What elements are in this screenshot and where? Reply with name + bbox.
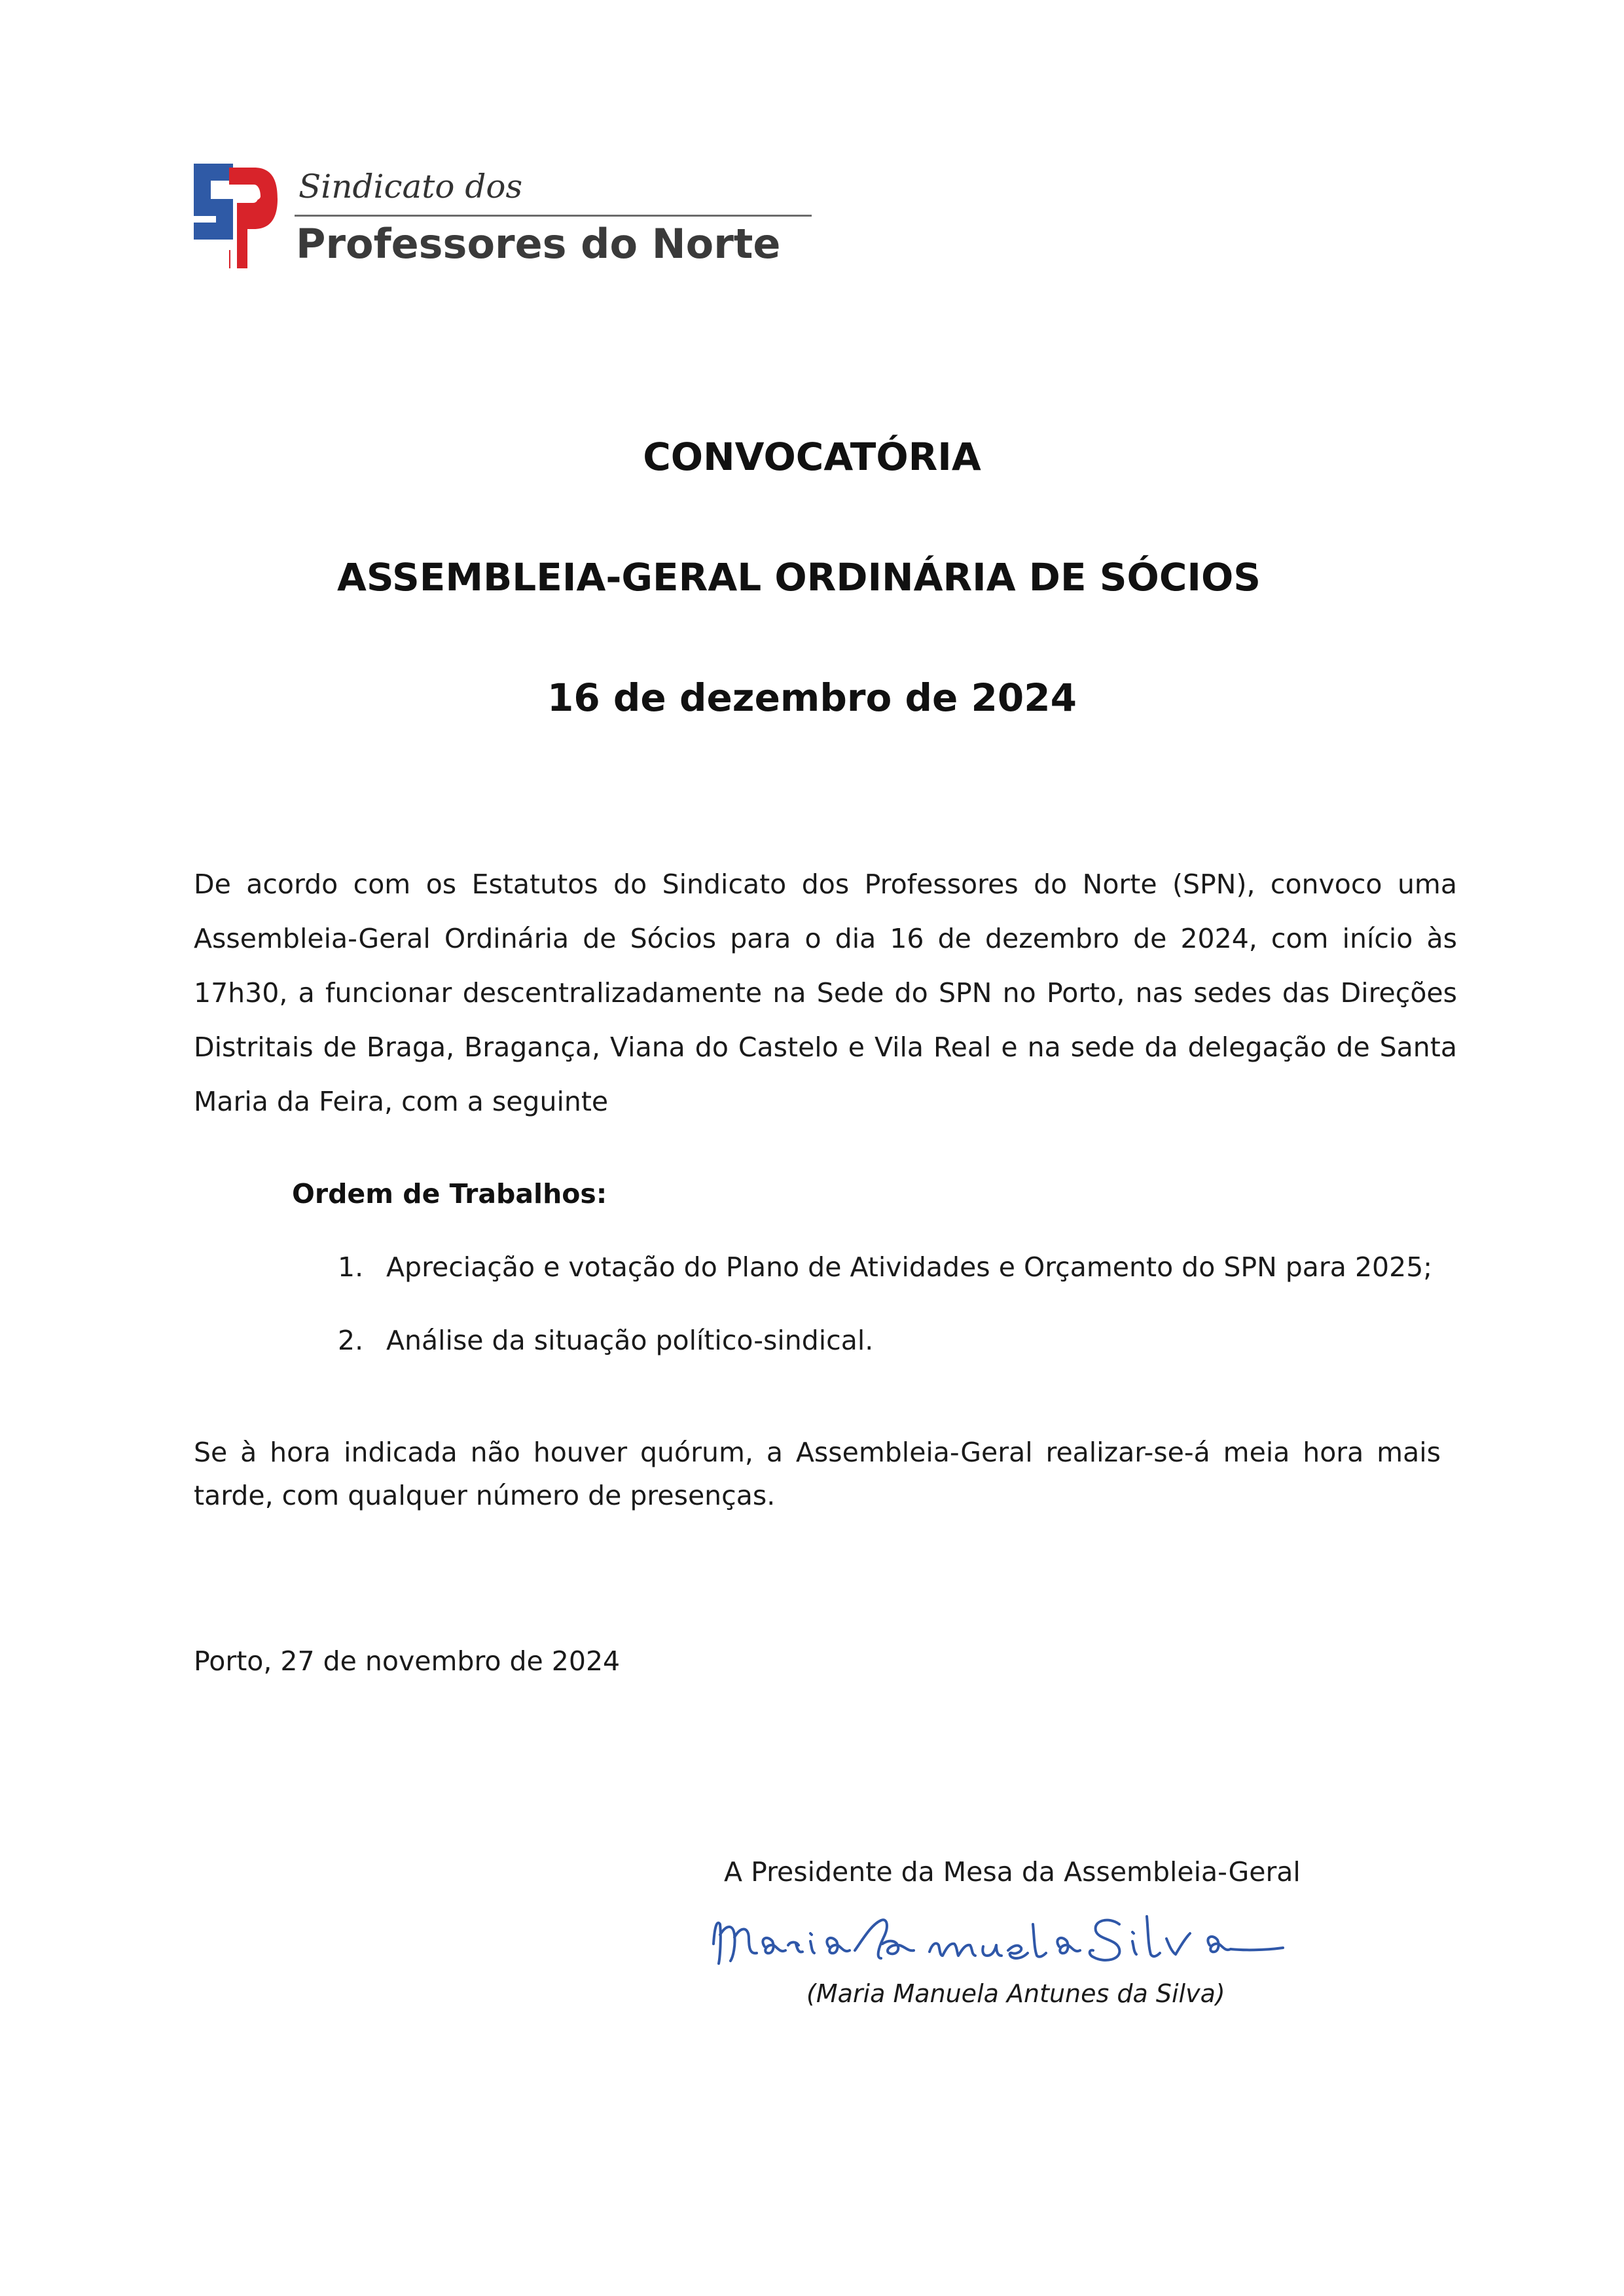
- agenda-item: [338, 1251, 1432, 1283]
- agenda-item-number: 1.: [338, 1251, 364, 1283]
- quorum-paragraph: Se à hora indicada não houver quórum, a Assembleia-Geral realizar-se-á meia hora mais tarde, com qualquer número de presenças.: [194, 1437, 1441, 1511]
- logo-text-line1: Sindicato dos: [298, 168, 523, 206]
- logo-divider: [295, 215, 812, 217]
- place-and-date: Porto, 27 de novembro de 2024: [194, 1645, 621, 1677]
- logo-text-line2: Professores do Norte: [296, 220, 781, 268]
- handwritten-signature: [700, 1898, 1303, 1983]
- signatory-name: (Maria Manuela Antunes da Silva): [806, 1979, 1225, 2008]
- spn-logo-mark: [191, 161, 280, 271]
- meeting-date: 16 de dezembro de 2024: [547, 675, 1077, 720]
- agenda-item-text: Apreciação e votação do Plano de Atividades e Orçamento do SPN para 2025;: [386, 1251, 1433, 1283]
- document-title: CONVOCATÓRIA: [643, 435, 981, 479]
- spn-logo-icon: [191, 161, 280, 271]
- agenda-title: Ordem de Trabalhos:: [292, 1178, 607, 1210]
- agenda-item: [338, 1325, 873, 1356]
- document-subtitle: ASSEMBLEIA-GERAL ORDINÁRIA DE SÓCIOS: [336, 555, 1261, 600]
- signatory-role: A Presidente da Mesa da Assembleia-Geral: [724, 1856, 1301, 1888]
- convocation-paragraph: De acordo com os Estatutos do Sindicato dos Professores do Norte (SPN), convoco uma Assembleia-Geral Ordinária de Sócios para o dia 16 de dezembro de 2024, com início às 17h30, a funcionar descentralizadamente na Sede do SPN no Porto, nas sedes das Direções Distritais de Braga, Bragança, Viana do Castelo e Vila Real e na sede da delegação de Santa Maria da Feira, com a seguinte: [194, 869, 1457, 1117]
- agenda-item-number: 2.: [338, 1325, 364, 1356]
- signature-icon: [700, 1898, 1303, 1983]
- agenda-item-text: Análise da situação político-sindical.: [386, 1325, 874, 1356]
